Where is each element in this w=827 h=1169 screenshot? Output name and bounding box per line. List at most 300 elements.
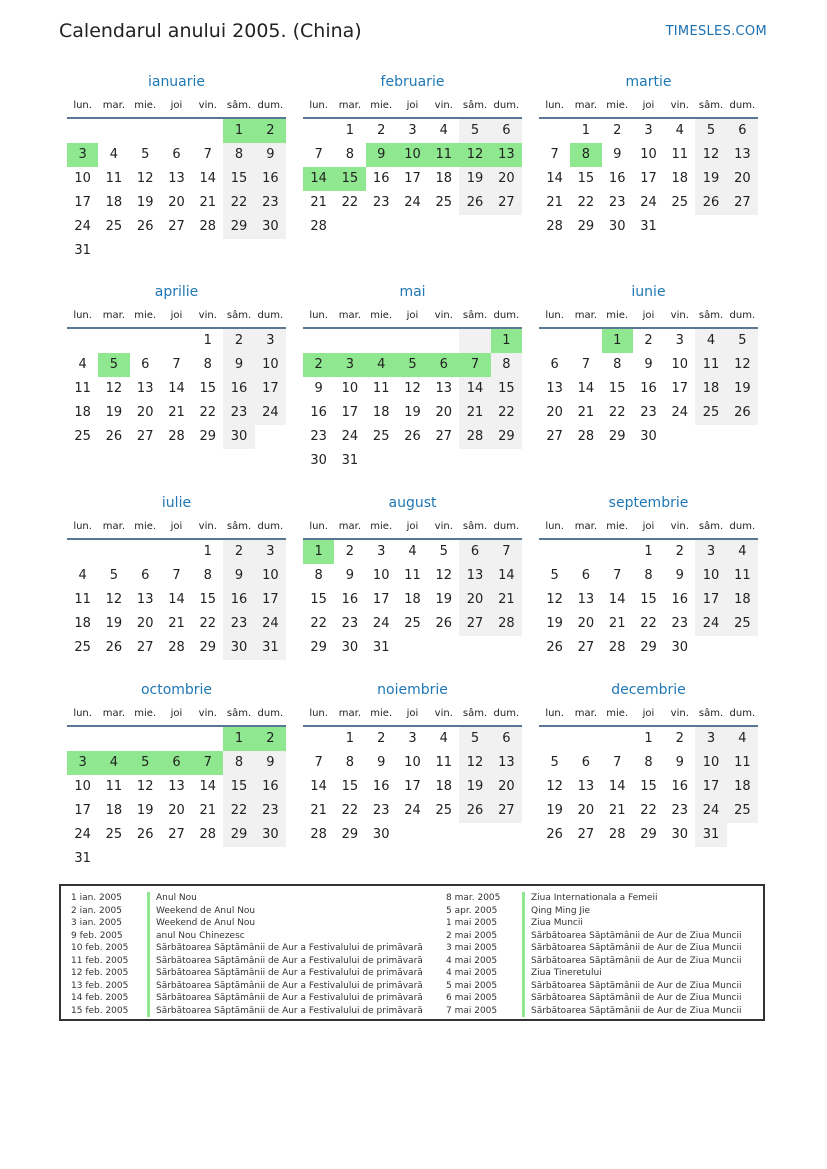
day-cell[interactable]: 11 <box>74 592 91 607</box>
day-cell[interactable]: 21 <box>168 616 185 631</box>
holiday-day-cell[interactable]: 2 <box>255 119 286 143</box>
day-cell[interactable]: 26 <box>404 429 421 444</box>
day-cell[interactable]: 20 <box>168 195 185 210</box>
day-cell[interactable]: 23 <box>310 429 327 444</box>
day-cell[interactable]: 5 <box>439 544 448 559</box>
day-cell[interactable]: 20 <box>435 405 453 420</box>
holiday-day-cell[interactable]: 7 <box>459 353 490 377</box>
day-cell[interactable]: 11 <box>404 568 421 583</box>
day-cell[interactable]: 9 <box>314 381 323 396</box>
weekend-day-cell[interactable]: 18 <box>727 588 758 612</box>
day-cell[interactable]: 29 <box>577 219 595 234</box>
day-cell[interactable]: 16 <box>671 592 689 607</box>
weekend-day-cell[interactable]: 9 <box>223 564 254 588</box>
day-cell[interactable]: 8 <box>203 357 212 372</box>
day-cell[interactable]: 12 <box>435 568 453 583</box>
weekend-day-cell[interactable]: 5 <box>727 329 758 353</box>
day-cell[interactable]: 6 <box>550 357 559 372</box>
day-cell[interactable]: 24 <box>640 195 657 210</box>
weekend-day-cell[interactable]: 29 <box>491 425 522 449</box>
day-cell[interactable]: 22 <box>199 405 217 420</box>
day-cell[interactable]: 4 <box>78 568 87 583</box>
day-cell[interactable]: 6 <box>172 147 181 162</box>
weekend-day-cell[interactable]: 14 <box>459 377 490 401</box>
day-cell[interactable]: 7 <box>172 568 181 583</box>
day-cell[interactable]: 29 <box>640 640 657 655</box>
day-cell[interactable]: 16 <box>372 171 390 186</box>
day-cell[interactable]: 5 <box>141 147 150 162</box>
weekend-day-cell[interactable]: 10 <box>255 564 286 588</box>
weekend-day-cell[interactable]: 24 <box>695 799 726 823</box>
day-cell[interactable]: 25 <box>105 219 123 234</box>
day-cell[interactable]: 12 <box>404 381 421 396</box>
day-cell[interactable]: 19 <box>546 803 563 818</box>
day-cell[interactable]: 15 <box>577 171 595 186</box>
weekend-day-cell[interactable]: 11 <box>695 353 726 377</box>
day-cell[interactable]: 8 <box>345 755 355 770</box>
day-cell[interactable]: 13 <box>435 381 453 396</box>
weekend-day-cell[interactable]: 17 <box>255 377 286 401</box>
holiday-day-cell[interactable]: 1 <box>303 540 334 564</box>
day-cell[interactable]: 19 <box>546 616 563 631</box>
holiday-day-cell[interactable]: 1 <box>602 329 633 353</box>
day-cell[interactable]: 28 <box>199 827 217 842</box>
weekend-day-cell[interactable]: 17 <box>255 588 286 612</box>
weekend-day-cell[interactable]: 9 <box>255 751 286 775</box>
day-cell[interactable]: 25 <box>372 429 390 444</box>
weekend-day-cell[interactable]: 16 <box>223 588 254 612</box>
day-cell[interactable]: 3 <box>408 731 417 746</box>
day-cell[interactable]: 30 <box>671 827 689 842</box>
weekend-day-cell[interactable]: 22 <box>491 401 522 425</box>
day-cell[interactable]: 23 <box>608 195 626 210</box>
day-cell[interactable]: 8 <box>203 568 212 583</box>
day-cell[interactable]: 30 <box>640 429 657 444</box>
weekend-day-cell[interactable]: 17 <box>695 588 726 612</box>
weekend-day-cell[interactable]: 24 <box>695 612 726 636</box>
weekend-day-cell[interactable]: 26 <box>459 799 490 823</box>
day-cell[interactable]: 14 <box>546 171 563 186</box>
day-cell[interactable]: 18 <box>372 405 390 420</box>
weekend-day-cell[interactable]: 13 <box>491 751 522 775</box>
day-cell[interactable]: 25 <box>404 616 421 631</box>
holiday-day-cell[interactable]: 5 <box>397 353 428 377</box>
day-cell[interactable]: 9 <box>675 568 684 583</box>
weekend-day-cell[interactable]: 3 <box>695 540 726 564</box>
holiday-day-cell[interactable]: 2 <box>255 727 286 751</box>
weekend-day-cell[interactable]: 8 <box>223 751 254 775</box>
weekend-day-cell[interactable]: 19 <box>727 377 758 401</box>
weekend-day-cell[interactable]: 22 <box>223 191 254 215</box>
day-cell[interactable]: 29 <box>199 429 217 444</box>
day-cell[interactable]: 30 <box>671 640 689 655</box>
day-cell[interactable]: 27 <box>136 429 154 444</box>
weekend-day-cell[interactable]: 18 <box>695 377 726 401</box>
day-cell[interactable]: 14 <box>577 381 595 396</box>
day-cell[interactable]: 9 <box>613 147 622 162</box>
day-cell[interactable]: 21 <box>608 616 626 631</box>
holiday-day-cell[interactable]: 4 <box>98 751 129 775</box>
day-cell[interactable]: 29 <box>199 640 217 655</box>
weekend-day-cell[interactable]: 8 <box>491 353 522 377</box>
day-cell[interactable]: 7 <box>314 147 323 162</box>
day-cell[interactable]: 7 <box>613 755 622 770</box>
day-cell[interactable]: 14 <box>608 779 626 794</box>
day-cell[interactable]: 9 <box>644 357 653 372</box>
holiday-day-cell[interactable]: 14 <box>303 167 334 191</box>
day-cell[interactable]: 17 <box>74 803 91 818</box>
day-cell[interactable]: 14 <box>168 381 185 396</box>
day-cell[interactable]: 3 <box>408 123 417 138</box>
day-cell[interactable]: 28 <box>546 219 563 234</box>
holiday-day-cell[interactable]: 1 <box>223 727 254 751</box>
holiday-day-cell[interactable]: 1 <box>223 119 254 143</box>
holiday-day-cell[interactable]: 1 <box>491 329 522 353</box>
day-cell[interactable]: 27 <box>168 827 185 842</box>
day-cell[interactable]: 22 <box>341 195 359 210</box>
weekend-day-cell[interactable]: 13 <box>727 143 758 167</box>
day-cell[interactable]: 31 <box>74 851 91 866</box>
day-cell[interactable]: 17 <box>404 779 421 794</box>
day-cell[interactable]: 14 <box>608 592 626 607</box>
weekend-day-cell[interactable]: 15 <box>223 775 254 799</box>
weekend-day-cell[interactable]: 10 <box>695 564 726 588</box>
day-cell[interactable]: 4 <box>439 123 448 138</box>
day-cell[interactable]: 12 <box>136 779 154 794</box>
day-cell[interactable]: 6 <box>141 568 150 583</box>
weekend-day-cell[interactable]: 26 <box>459 191 490 215</box>
weekend-day-cell[interactable]: 3 <box>695 727 726 751</box>
day-cell[interactable]: 6 <box>581 568 591 583</box>
day-cell[interactable]: 22 <box>577 195 595 210</box>
day-cell[interactable]: 20 <box>546 405 563 420</box>
day-cell[interactable]: 28 <box>608 827 626 842</box>
day-cell[interactable]: 2 <box>644 333 653 348</box>
day-cell[interactable]: 6 <box>141 357 150 372</box>
day-cell[interactable]: 30 <box>310 453 327 468</box>
weekend-day-cell[interactable]: 4 <box>727 540 758 564</box>
day-cell[interactable]: 27 <box>577 640 595 655</box>
weekend-day-cell[interactable]: 20 <box>491 775 522 799</box>
weekend-day-cell[interactable]: 6 <box>491 119 522 143</box>
day-cell[interactable]: 15 <box>199 381 217 396</box>
day-cell[interactable]: 28 <box>310 827 327 842</box>
weekend-day-cell[interactable]: 9 <box>223 353 254 377</box>
day-cell[interactable]: 15 <box>640 592 657 607</box>
day-cell[interactable]: 8 <box>644 568 653 583</box>
day-cell[interactable]: 26 <box>136 219 154 234</box>
day-cell[interactable]: 20 <box>136 405 154 420</box>
weekend-day-cell[interactable]: 23 <box>255 191 286 215</box>
day-cell[interactable]: 1 <box>644 544 653 559</box>
day-cell[interactable]: 23 <box>671 803 689 818</box>
day-cell[interactable]: 18 <box>404 592 421 607</box>
day-cell[interactable]: 13 <box>546 381 563 396</box>
holiday-day-cell[interactable]: 12 <box>459 143 490 167</box>
weekend-day-cell[interactable]: 19 <box>459 167 490 191</box>
day-cell[interactable]: 26 <box>546 827 563 842</box>
day-cell[interactable]: 2 <box>345 544 355 559</box>
day-cell[interactable]: 5 <box>550 568 559 583</box>
day-cell[interactable]: 7 <box>314 755 323 770</box>
day-cell[interactable]: 22 <box>310 616 327 631</box>
day-cell[interactable]: 1 <box>203 544 212 559</box>
day-cell[interactable]: 13 <box>136 592 154 607</box>
day-cell[interactable]: 19 <box>404 405 421 420</box>
holiday-day-cell[interactable]: 8 <box>570 143 601 167</box>
day-cell[interactable]: 11 <box>435 755 453 770</box>
day-cell[interactable]: 14 <box>199 171 217 186</box>
weekend-day-cell[interactable]: 13 <box>459 564 490 588</box>
weekend-day-cell[interactable]: 26 <box>727 401 758 425</box>
day-cell[interactable]: 29 <box>310 640 327 655</box>
day-cell[interactable]: 24 <box>372 616 390 631</box>
day-cell[interactable]: 12 <box>105 381 123 396</box>
weekend-day-cell[interactable]: 23 <box>255 799 286 823</box>
weekend-day-cell[interactable]: 16 <box>223 377 254 401</box>
weekend-day-cell[interactable]: 29 <box>223 215 254 239</box>
day-cell[interactable]: 21 <box>199 195 217 210</box>
day-cell[interactable]: 4 <box>109 147 119 162</box>
day-cell[interactable]: 15 <box>640 779 657 794</box>
holiday-day-cell[interactable]: 5 <box>98 353 129 377</box>
day-cell[interactable]: 15 <box>310 592 327 607</box>
day-cell[interactable]: 23 <box>671 616 689 631</box>
day-cell[interactable]: 1 <box>345 123 355 138</box>
day-cell[interactable]: 23 <box>341 616 359 631</box>
day-cell[interactable]: 18 <box>74 405 91 420</box>
day-cell[interactable]: 13 <box>136 381 154 396</box>
holiday-day-cell[interactable]: 3 <box>67 751 98 775</box>
weekend-day-cell[interactable]: 27 <box>491 191 522 215</box>
weekend-day-cell[interactable]: 14 <box>491 564 522 588</box>
day-cell[interactable]: 22 <box>199 616 217 631</box>
weekend-day-cell[interactable]: 24 <box>255 612 286 636</box>
weekend-day-cell[interactable]: 31 <box>255 636 286 660</box>
weekend-day-cell[interactable]: 6 <box>459 540 490 564</box>
weekend-day-cell[interactable]: 20 <box>459 588 490 612</box>
day-cell[interactable]: 16 <box>640 381 657 396</box>
day-cell[interactable]: 26 <box>546 640 563 655</box>
day-cell[interactable]: 6 <box>581 755 591 770</box>
day-cell[interactable]: 26 <box>105 429 123 444</box>
weekend-day-cell[interactable]: 16 <box>255 775 286 799</box>
day-cell[interactable]: 8 <box>345 147 355 162</box>
weekend-day-cell[interactable]: 6 <box>727 119 758 143</box>
day-cell[interactable]: 23 <box>640 405 657 420</box>
day-cell[interactable]: 25 <box>105 827 123 842</box>
site-name[interactable]: TIMESLES.COM <box>665 24 767 39</box>
day-cell[interactable]: 27 <box>168 219 185 234</box>
day-cell[interactable]: 17 <box>74 195 91 210</box>
weekend-day-cell[interactable]: 21 <box>459 401 490 425</box>
weekend-day-cell[interactable]: 30 <box>255 215 286 239</box>
day-cell[interactable]: 24 <box>671 405 689 420</box>
weekend-day-cell[interactable]: 21 <box>491 588 522 612</box>
day-cell[interactable]: 24 <box>404 195 421 210</box>
holiday-day-cell[interactable]: 4 <box>366 353 397 377</box>
weekend-day-cell[interactable]: 10 <box>695 751 726 775</box>
day-cell[interactable]: 15 <box>608 381 626 396</box>
day-cell[interactable]: 3 <box>644 123 653 138</box>
day-cell[interactable]: 14 <box>168 592 185 607</box>
day-cell[interactable]: 22 <box>640 616 657 631</box>
day-cell[interactable]: 14 <box>310 779 327 794</box>
day-cell[interactable]: 17 <box>372 592 390 607</box>
day-cell[interactable]: 13 <box>577 592 595 607</box>
weekend-day-cell[interactable]: 19 <box>695 167 726 191</box>
day-cell[interactable]: 7 <box>203 147 212 162</box>
holiday-day-cell[interactable]: 3 <box>67 143 98 167</box>
day-cell[interactable]: 7 <box>550 147 559 162</box>
day-cell[interactable]: 16 <box>608 171 626 186</box>
day-cell[interactable]: 7 <box>581 357 591 372</box>
day-cell[interactable]: 2 <box>613 123 622 138</box>
holiday-day-cell[interactable]: 15 <box>334 167 365 191</box>
day-cell[interactable]: 21 <box>199 803 217 818</box>
weekend-day-cell[interactable]: 16 <box>255 167 286 191</box>
day-cell[interactable]: 21 <box>310 803 327 818</box>
day-cell[interactable]: 29 <box>640 827 657 842</box>
weekend-day-cell[interactable]: 29 <box>223 823 254 847</box>
day-cell[interactable]: 29 <box>608 429 626 444</box>
day-cell[interactable]: 11 <box>671 147 689 162</box>
weekend-day-cell[interactable]: 30 <box>255 823 286 847</box>
day-cell[interactable]: 10 <box>341 381 359 396</box>
weekend-day-cell[interactable]: 30 <box>223 636 254 660</box>
weekend-day-cell[interactable]: 25 <box>695 401 726 425</box>
day-cell[interactable]: 28 <box>310 219 327 234</box>
day-cell[interactable]: 16 <box>671 779 689 794</box>
weekend-day-cell[interactable]: 31 <box>695 823 726 847</box>
day-cell[interactable]: 22 <box>341 803 359 818</box>
day-cell[interactable]: 9 <box>377 755 386 770</box>
day-cell[interactable]: 21 <box>310 195 327 210</box>
day-cell[interactable]: 4 <box>78 357 87 372</box>
day-cell[interactable]: 27 <box>435 429 453 444</box>
day-cell[interactable]: 19 <box>136 195 154 210</box>
day-cell[interactable]: 27 <box>546 429 563 444</box>
day-cell[interactable]: 14 <box>199 779 217 794</box>
day-cell[interactable]: 25 <box>435 803 453 818</box>
weekend-day-cell[interactable]: 24 <box>255 401 286 425</box>
day-cell[interactable]: 1 <box>581 123 591 138</box>
day-cell[interactable]: 19 <box>136 803 154 818</box>
day-cell[interactable]: 26 <box>435 616 453 631</box>
day-cell[interactable]: 5 <box>550 755 559 770</box>
day-cell[interactable]: 16 <box>310 405 327 420</box>
weekend-day-cell[interactable]: 28 <box>491 612 522 636</box>
holiday-day-cell[interactable]: 13 <box>491 143 522 167</box>
day-cell[interactable]: 1 <box>644 731 653 746</box>
day-cell[interactable]: 7 <box>172 357 181 372</box>
weekend-day-cell[interactable]: 9 <box>255 143 286 167</box>
day-cell[interactable]: 19 <box>105 405 123 420</box>
day-cell[interactable]: 24 <box>404 803 421 818</box>
weekend-day-cell[interactable]: 4 <box>695 329 726 353</box>
day-cell[interactable]: 16 <box>372 779 390 794</box>
day-cell[interactable]: 11 <box>105 171 123 186</box>
weekend-day-cell[interactable]: 22 <box>223 799 254 823</box>
day-cell[interactable]: 21 <box>168 405 185 420</box>
day-cell[interactable]: 8 <box>613 357 622 372</box>
day-cell[interactable]: 24 <box>341 429 359 444</box>
day-cell[interactable]: 13 <box>168 171 185 186</box>
day-cell[interactable]: 4 <box>408 544 417 559</box>
day-cell[interactable]: 18 <box>435 171 453 186</box>
day-cell[interactable]: 21 <box>577 405 595 420</box>
day-cell[interactable]: 20 <box>577 803 595 818</box>
holiday-day-cell[interactable]: 6 <box>428 353 459 377</box>
day-cell[interactable]: 12 <box>105 592 123 607</box>
day-cell[interactable]: 10 <box>372 568 390 583</box>
holiday-day-cell[interactable]: 2 <box>303 353 334 377</box>
weekend-day-cell[interactable]: 11 <box>727 564 758 588</box>
day-cell[interactable]: 4 <box>439 731 448 746</box>
day-cell[interactable]: 22 <box>608 405 626 420</box>
weekend-day-cell[interactable]: 11 <box>727 751 758 775</box>
weekend-day-cell[interactable]: 18 <box>727 775 758 799</box>
day-cell[interactable]: 15 <box>199 592 217 607</box>
day-cell[interactable]: 2 <box>377 731 386 746</box>
day-cell[interactable]: 19 <box>435 592 453 607</box>
day-cell[interactable]: 24 <box>74 827 91 842</box>
day-cell[interactable]: 25 <box>435 195 453 210</box>
holiday-day-cell[interactable]: 10 <box>397 143 428 167</box>
day-cell[interactable]: 11 <box>372 381 390 396</box>
day-cell[interactable]: 17 <box>671 381 689 396</box>
day-cell[interactable]: 1 <box>203 333 212 348</box>
day-cell[interactable]: 10 <box>74 779 91 794</box>
day-cell[interactable]: 25 <box>74 429 91 444</box>
weekend-day-cell[interactable]: 23 <box>223 401 254 425</box>
day-cell[interactable]: 25 <box>74 640 91 655</box>
day-cell[interactable]: 7 <box>613 568 622 583</box>
day-cell[interactable]: 4 <box>675 123 684 138</box>
day-cell[interactable]: 26 <box>105 640 123 655</box>
day-cell[interactable]: 12 <box>546 592 563 607</box>
weekend-day-cell[interactable]: 26 <box>695 191 726 215</box>
weekend-day-cell[interactable]: 10 <box>255 353 286 377</box>
day-cell[interactable]: 24 <box>74 219 91 234</box>
weekend-day-cell[interactable]: 15 <box>223 167 254 191</box>
day-cell[interactable]: 26 <box>136 827 154 842</box>
weekend-day-cell[interactable]: 7 <box>491 540 522 564</box>
holiday-day-cell[interactable]: 5 <box>130 751 161 775</box>
day-cell[interactable]: 21 <box>546 195 563 210</box>
weekend-day-cell[interactable]: 6 <box>491 727 522 751</box>
weekend-day-cell[interactable]: 3 <box>255 329 286 353</box>
weekend-day-cell[interactable]: 20 <box>491 167 522 191</box>
day-cell[interactable]: 15 <box>341 779 359 794</box>
day-cell[interactable]: 31 <box>341 453 359 468</box>
day-cell[interactable]: 9 <box>345 568 355 583</box>
day-cell[interactable]: 18 <box>671 171 689 186</box>
day-cell[interactable]: 25 <box>671 195 689 210</box>
weekend-day-cell[interactable]: 2 <box>223 540 254 564</box>
day-cell[interactable]: 12 <box>136 171 154 186</box>
day-cell[interactable]: 20 <box>168 803 185 818</box>
day-cell[interactable]: 28 <box>577 429 595 444</box>
day-cell[interactable]: 17 <box>640 171 657 186</box>
day-cell[interactable]: 20 <box>136 616 154 631</box>
day-cell[interactable]: 3 <box>377 544 386 559</box>
day-cell[interactable]: 18 <box>435 779 453 794</box>
day-cell[interactable]: 2 <box>377 123 386 138</box>
weekend-day-cell[interactable]: 2 <box>223 329 254 353</box>
holiday-day-cell[interactable]: 11 <box>428 143 459 167</box>
day-cell[interactable]: 30 <box>341 640 359 655</box>
